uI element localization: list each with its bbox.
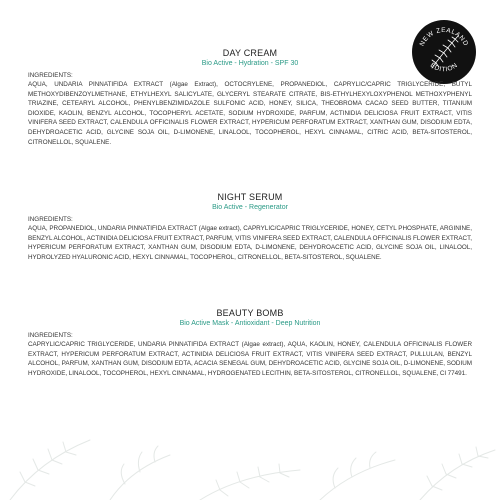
ingredients-text: CAPRYLIC/CAPRIC TRIGLYCERIDE, UNDARIA PINNATIFIDA EXTRACT (Algae extract), AQUA, KAOLIN, HONEY, CALENDULA OFFICINALIS FLOWER EXTRACT, HYPERICUM PERFORATUM EXTRACT, ACTINIDIA DELICIOSA FRUIT EXTRACT, VITIS VINIFERA SEED EXTRACT, PULLULAN, BENZYL ALCOHOL, PARFUM, XANTHAN GUM, DISODIUM EDTA, ACACIA SENEGAL GUM, DEHYDROACETIC ACID, GLYCINE SOJA OIL, D-LIMONENE, SODIUM HYDROXIDE, LINALOOL, TOCOPHEROL, HEXYL CINNAMAL, HYDROGENATED LECITHIN, BETA-SITOSTEROL, CITRONELLOL, SQUALENE, CI 77491. <box>28 341 472 377</box>
section-title: NIGHT SERUM <box>217 192 283 202</box>
ingredients-text: AQUA, UNDARIA PINNATIFIDA EXTRACT (Algae Extract), OCTOCRYLENE, PROPANEDIOL, CAPRYLIC/CAPRIC TRIGLYCERIDE, BUTYL METHOXYDIBENZOYLMETHANE, ETHYLHEXYL SALICYLATE, GLYCERYL STEARATE CITRATE, BIS-ETHYLHEXYLOXYPHENOL METHOXYPHENYL TRIAZINE, CETEARYL ALCOHOL, PHENYLBENZIMIDAZOLE SULFONIC ACID, HONEY, SILICA, THEOBROMA CACAO SEED BUTTER, TITANIUM DIOXIDE, KAOLIN, BENZYL ALCOHOL, TOCOPHERYL ACETATE, SODIUM HYDROXIDE, PARFUM, ACTINIDIA DELICIOSA FRUIT EXTRACT, VITIS VINIFERA SEED EXTRACT, CALENDULA OFFICINALIS FLOWER EXTRACT, HYPERICUM PERFORATUM EXTRACT, XANTHAN GUM, DISODIUM EDTA, DEHYDROACETIC ACID, GLYCINE SOJA OIL, D-LIMONENE, LINALOOL, TOCOPHEROL, HEXYL CINNAMAL, CITRIC ACID, BETA-SITOSTEROL, CITRONELLOL, SQUALENE. <box>28 81 472 146</box>
ingredients-label: INGREDIENTS: <box>28 216 73 223</box>
section-title: DAY CREAM <box>222 48 278 58</box>
section-subtitle: Bio Active - Hydration - SPF 30 <box>201 60 299 67</box>
section-title: BEAUTY BOMB <box>216 308 284 318</box>
badge-line-1: NEW ZEALAND <box>418 26 470 48</box>
section-night-serum <box>28 192 472 262</box>
ingredients-text: AQUA, PROPANEDIOL, UNDARIA PINNATIFIDA EXTRACT (Algae extract), CAPRYLIC/CAPRIC TRIGLYCERIDE, HONEY, CETYL PHOSPHATE, ARGININE, BENZYL ALCOHOL, ACTINIDIA DELICIOSA FRUIT EXTRACT, PARFUM, VITIS VINIFERA SEED EXTRACT, CALENDULA OFFICINALIS FLOWER EXTRACT, HYPERICUM PERFORATUM EXTRACT, XANTHAN GUM, DISODIUM EDTA, D-LIMONENE, DEHYDROACETIC ACID, GLYCINE SOJA OIL, LINALOOL, HYDROLYZED HYALURONIC ACID, HEXYL CINNAMAL, TOCOPHEROL, CITRONELLOL, BETA-SITOSTEROL, SQUALENE. <box>28 225 472 261</box>
ingredients-label: INGREDIENTS: <box>28 332 73 339</box>
section-beauty-bomb <box>28 308 472 378</box>
section-subtitle: Bio Active Mask - Antioxidant - Deep Nutrition <box>179 320 321 327</box>
ingredients-label: INGREDIENTS: <box>28 72 73 79</box>
section-subtitle: Bio Active - Regenerator <box>212 204 288 211</box>
section-day-cream <box>28 48 472 147</box>
svg-text:NEW ZEALAND <box>419 27 470 47</box>
fern-leaves-decoration <box>0 380 500 500</box>
badge-line-2: EDITION <box>428 61 460 74</box>
